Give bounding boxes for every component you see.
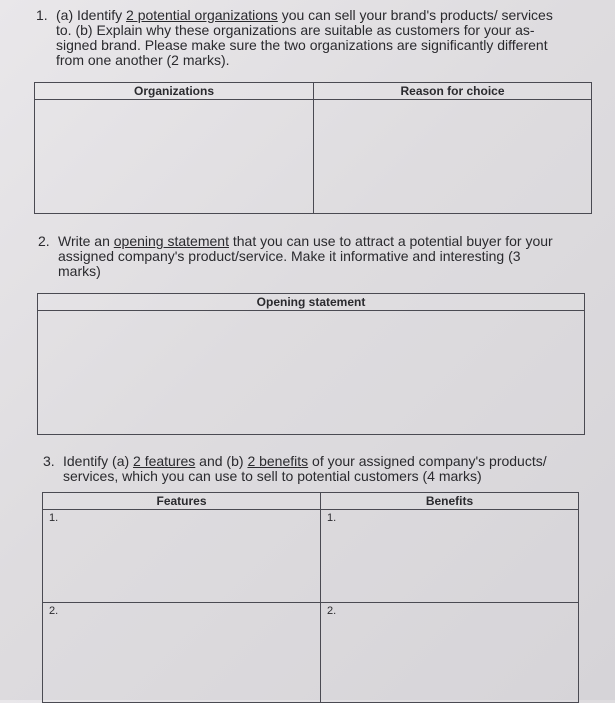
underlined-phrase: 2 potential organizations — [126, 7, 278, 23]
question-text-part: Identify (a) — [63, 453, 134, 469]
question-text-line: assigned company's product/service. Make it informative and interesting (3 — [58, 248, 521, 264]
question-2 — [38, 234, 598, 279]
question-text — [56, 8, 596, 68]
question-text-part: (a) Identify — [56, 7, 127, 23]
column-header-features: Features — [43, 493, 321, 510]
question-text-part: Write an — [58, 233, 114, 249]
question-text-part: that you can use to attract a potential buyer for your — [228, 233, 553, 249]
question-text-part: and (b) — [195, 453, 248, 469]
question-1 — [36, 8, 596, 68]
question-text — [58, 234, 598, 279]
question-text-line: from one another (2 marks). — [56, 52, 230, 68]
feature-2-cell[interactable] — [43, 603, 321, 703]
question-text-part: you can sell your brand's products/ services — [277, 7, 553, 23]
question-number: 3. — [43, 453, 55, 469]
underlined-phrase: 2 benefits — [247, 453, 309, 469]
question-text-line: services, which you can use to sell to potential customers (4 marks) — [63, 468, 482, 484]
benefit-2-cell[interactable] — [321, 603, 579, 703]
features-benefits-table — [42, 492, 579, 703]
row-number: 1. — [49, 512, 59, 524]
row-number: 2. — [49, 605, 59, 617]
question-text-part: of your assigned company's products/ — [308, 453, 547, 469]
opening-statement-table — [37, 293, 585, 435]
question-number: 1. — [36, 7, 48, 23]
column-header-organizations: Organizations — [35, 83, 314, 100]
opening-statement-answer-cell[interactable] — [38, 311, 585, 435]
feature-1-cell[interactable] — [43, 510, 321, 603]
benefit-1-cell[interactable] — [321, 510, 579, 603]
question-text-line: to. (b) Explain why these organizations are suitable as customers for your as- — [56, 22, 535, 38]
column-header-reason: Reason for choice — [314, 83, 592, 100]
question-text-line: signed brand. Please make sure the two organizations are significantly different — [56, 37, 548, 53]
question-text-line: marks) — [58, 263, 101, 279]
row-number: 2. — [327, 605, 337, 617]
reason-answer-cell[interactable] — [314, 100, 592, 214]
underlined-phrase: opening statement — [113, 233, 229, 249]
question-text — [63, 454, 603, 484]
organizations-answer-cell[interactable] — [35, 100, 314, 214]
question-3 — [43, 454, 603, 484]
question-number: 2. — [38, 233, 50, 249]
column-header-opening-statement: Opening statement — [38, 294, 585, 311]
underlined-phrase: 2 features — [133, 453, 196, 469]
column-header-benefits: Benefits — [321, 493, 579, 510]
organizations-table — [34, 82, 592, 214]
row-number: 1. — [327, 512, 337, 524]
